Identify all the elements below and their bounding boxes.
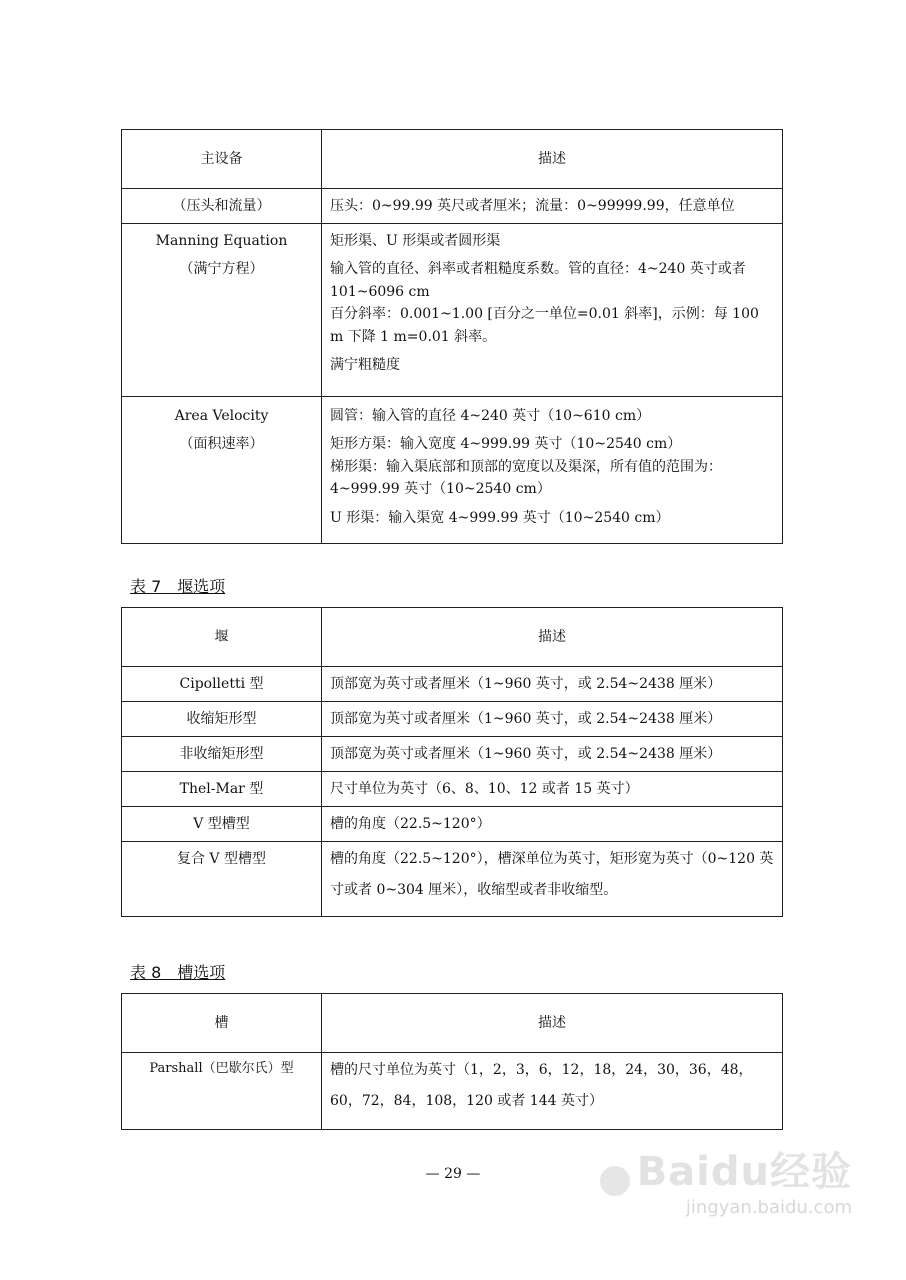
table-row bbox=[122, 737, 783, 772]
row-name: Thel-Mar 型 bbox=[122, 772, 322, 807]
main-device-table bbox=[121, 129, 783, 544]
paw-logo-icon bbox=[600, 1166, 630, 1196]
table-header-row bbox=[122, 994, 783, 1053]
row-name-sub: （满宁方程） bbox=[179, 261, 264, 278]
row-desc: 尺寸单位为英寸（6、8、10、12 或者 15 英寸） bbox=[322, 772, 783, 807]
row-desc: 槽的尺寸单位为英寸（1，2，3，6，12，18，24，30，36，48，60，72，84，108，120 或者 144 英寸） bbox=[322, 1053, 783, 1130]
table-row bbox=[122, 702, 783, 737]
row-name: 非收缩矩形型 bbox=[122, 737, 322, 772]
row-name: Area Velocity bbox=[174, 408, 269, 424]
desc-line: U 形渠：输入渠宽 4~999.99 英寸（10~2540 cm） bbox=[330, 509, 670, 526]
table-row bbox=[122, 224, 783, 397]
row-name: （压头和流量） bbox=[122, 189, 322, 224]
table-row bbox=[122, 807, 783, 842]
table-caption: 表 8 槽选项 bbox=[130, 963, 226, 982]
baidu-watermark bbox=[598, 1140, 852, 1218]
row-desc: 槽的角度（22.5~120°），槽深单位为英寸，矩形宽为英寸（0~120 英寸或者 0~304 厘米），收缩型或者非收缩型。 bbox=[322, 842, 783, 917]
row-desc: 槽的角度（22.5~120°） bbox=[322, 807, 783, 842]
table-row bbox=[122, 1053, 783, 1130]
desc-line: 矩形渠、U 形渠或者圆形渠 bbox=[330, 233, 501, 249]
flume-options-table bbox=[121, 993, 783, 1130]
row-desc: 压头：0~99.99 英尺或者厘米；流量：0~99999.99，任意单位 bbox=[322, 189, 783, 224]
row-name: 收缩矩形型 bbox=[122, 702, 322, 737]
desc-line: 满宁粗糙度 bbox=[330, 356, 400, 373]
row-desc-cell bbox=[322, 397, 783, 544]
watermark-url: jingyan.baidu.com bbox=[685, 1197, 852, 1218]
row-name: Cipolletti 型 bbox=[122, 667, 322, 702]
row-name: Parshall（巴歇尔氏）型 bbox=[122, 1053, 322, 1130]
desc-line: 梯形渠：输入渠底部和顶部的宽度以及渠深，所有值的范围为：4~999.99 英寸（10~2540 cm） bbox=[330, 458, 722, 498]
weir-options-table bbox=[121, 607, 783, 917]
table-row bbox=[122, 842, 783, 917]
row-desc: 顶部宽为英寸或者厘米（1~960 英寸，或 2.54~2438 厘米） bbox=[322, 737, 783, 772]
table-row bbox=[122, 189, 783, 224]
table-row bbox=[122, 397, 783, 544]
row-desc: 顶部宽为英寸或者厘米（1~960 英寸，或 2.54~2438 厘米） bbox=[322, 667, 783, 702]
table-caption: 表 7 堰选项 bbox=[130, 577, 226, 596]
row-desc-cell bbox=[322, 224, 783, 397]
desc-line: 百分斜率：0.001~1.00 [百分之一单位=0.01 斜率]，示例：每 100 m 下降 1 m=0.01 斜率。 bbox=[330, 306, 759, 345]
row-name: 复合 V 型槽型 bbox=[122, 842, 322, 917]
desc-line: 输入管的直径、斜率或者粗糙度系数。管的直径：4~240 英寸或者 101~6096 cm bbox=[330, 261, 746, 300]
header-cell: 槽 bbox=[122, 994, 322, 1053]
watermark-logo: Baidu经验 bbox=[636, 1149, 852, 1195]
header-cell: 描述 bbox=[322, 994, 783, 1053]
header-cell: 描述 bbox=[322, 130, 783, 189]
header-cell: 主设备 bbox=[122, 130, 322, 189]
watermark-logo-row bbox=[598, 1140, 852, 1197]
row-desc: 顶部宽为英寸或者厘米（1~960 英寸，或 2.54~2438 厘米） bbox=[322, 702, 783, 737]
desc-line: 圆管：输入管的直径 4~240 英寸（10~610 cm） bbox=[330, 408, 651, 424]
table-row bbox=[122, 667, 783, 702]
header-cell: 堰 bbox=[122, 608, 322, 667]
row-name-cell bbox=[122, 224, 322, 397]
desc-line: 矩形方渠：输入宽度 4~999.99 英寸（10~2540 cm） bbox=[330, 436, 682, 453]
row-name-cell bbox=[122, 397, 322, 544]
page-number: — 29 — bbox=[425, 1166, 481, 1182]
row-name: V 型槽型 bbox=[122, 807, 322, 842]
row-name-sub: （面积速率） bbox=[179, 436, 264, 453]
header-cell: 描述 bbox=[322, 608, 783, 667]
row-name: Manning Equation bbox=[155, 233, 288, 249]
table-header-row bbox=[122, 608, 783, 667]
table-header-row bbox=[122, 130, 783, 189]
table-row bbox=[122, 772, 783, 807]
